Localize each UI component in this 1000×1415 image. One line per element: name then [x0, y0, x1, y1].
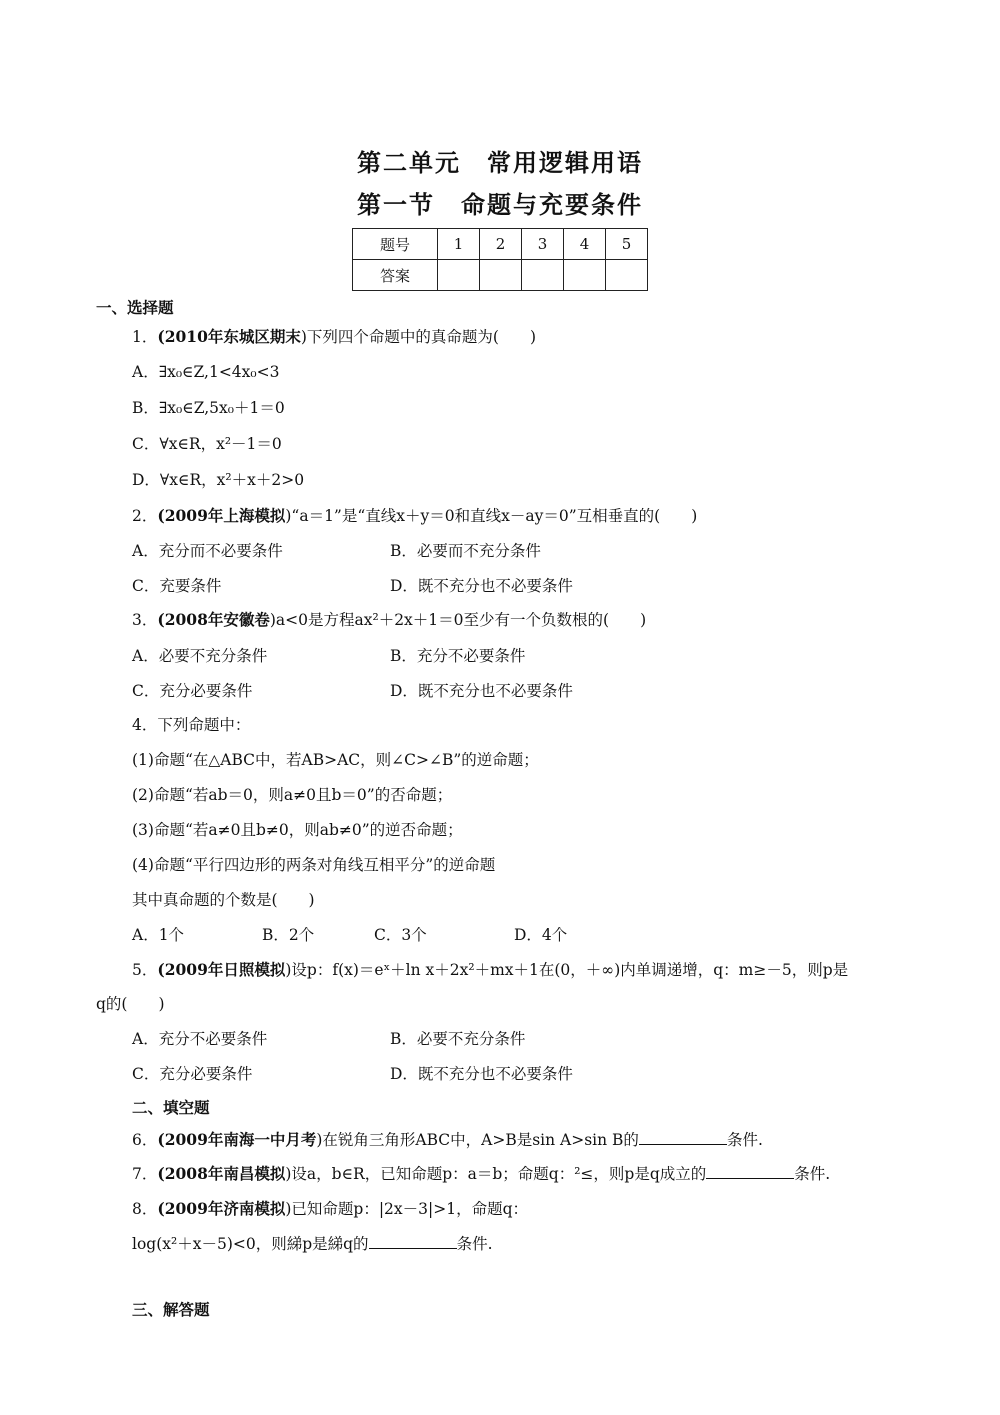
- section-heading-solve: 三、解答题: [132, 1301, 210, 1319]
- proposition-1: (1)命题“在△ABC中，若AB>AC，则∠C>∠B”的逆命题；: [132, 751, 539, 769]
- table-cell: 1: [438, 229, 480, 260]
- question-number: 1．: [132, 328, 158, 346]
- question-stem: )在锐角三角形ABC中，A>B是sin A>sin B的: [316, 1131, 639, 1149]
- question-stem: )设p：f(x)＝eˣ＋ln x＋2x²＋mx＋1在(0，＋∞)内单调递增，q：m≥－5，则p是: [285, 961, 849, 979]
- question-number: 7．: [132, 1165, 158, 1183]
- option-c: C．3个: [374, 926, 427, 944]
- question-number-label: 题号: [353, 229, 438, 260]
- answer-table: [352, 228, 648, 291]
- question-number: 6．: [132, 1131, 158, 1149]
- option-c: C．∀x∈R，x²－1＝0: [132, 435, 282, 453]
- answer-cell: [438, 260, 480, 291]
- option-d: D．既不充分也不必要条件: [390, 682, 573, 700]
- answer-cell: [606, 260, 648, 291]
- answer-label: 答案: [353, 260, 438, 291]
- question-stem: )a<0是方程ax²＋2x＋1＝0至少有一个负数根的( ): [269, 611, 647, 629]
- option-a: A．充分不必要条件: [132, 1030, 268, 1048]
- table-row: [353, 260, 648, 291]
- question-3: [132, 610, 646, 630]
- table-cell: 5: [606, 229, 648, 260]
- question-source: (2009年南海一中月考: [157, 1130, 317, 1149]
- question-stem: )下列四个命题中的真命题为( ): [300, 328, 537, 346]
- option-a: A．充分而不必要条件: [132, 542, 283, 560]
- question-tail: 条件.: [726, 1131, 763, 1149]
- option-c: C．充分必要条件: [132, 1065, 253, 1083]
- question-number: 8．: [132, 1200, 158, 1218]
- option-b: B．2个: [262, 926, 315, 944]
- question-5: [132, 960, 848, 980]
- unit-title: 第二单元 常用逻辑用语: [357, 149, 643, 177]
- question-tail: 条件.: [456, 1235, 493, 1253]
- option-b: B．必要不充分条件: [390, 1030, 526, 1048]
- option-c: C．充要条件: [132, 577, 222, 595]
- question-7: [132, 1164, 830, 1184]
- answer-cell: [522, 260, 564, 291]
- option-d: D．既不充分也不必要条件: [390, 1065, 573, 1083]
- question-source: (2009年日照模拟: [157, 960, 286, 979]
- answer-cell: [564, 260, 606, 291]
- option-b: B．充分不必要条件: [390, 647, 526, 665]
- option-d: D．既不充分也不必要条件: [390, 577, 573, 595]
- option-a: A．1个: [132, 926, 185, 944]
- option-a: A．∃x₀∈Z,1<4x₀<3: [132, 363, 280, 381]
- question-number: 3．: [132, 611, 158, 629]
- question-tail: 条件.: [794, 1165, 831, 1183]
- option-d: D．∀x∈R，x²＋x＋2>0: [132, 471, 305, 489]
- question-4: 4．下列命题中：: [132, 716, 251, 734]
- question-8-continued: [132, 1234, 493, 1254]
- question-stem: )设a，b∈R，已知命题p：a＝b；命题q：²≤，则p是q成立的: [285, 1165, 707, 1183]
- question-8: [132, 1199, 528, 1219]
- answer-blank[interactable]: [706, 1164, 794, 1179]
- answer-cell: [480, 260, 522, 291]
- question-source: (2010年东城区期末: [157, 327, 301, 346]
- question-stem: )“a＝1”是“直线x＋y＝0和直线x－ay＝0”互相垂直的( ): [285, 507, 698, 525]
- proposition-2: (2)命题“若ab＝0，则a≠0且b＝0”的否命题；: [132, 786, 453, 804]
- proposition-3: (3)命题“若a≠0且b≠0，则ab≠0”的逆否命题；: [132, 821, 463, 839]
- question-6: [132, 1130, 763, 1150]
- question-source: (2009年济南模拟: [157, 1199, 286, 1218]
- question-source: (2009年上海模拟: [157, 506, 286, 525]
- section-heading-choice: 一、选择题: [96, 299, 174, 317]
- option-b: B．必要而不充分条件: [390, 542, 541, 560]
- question-source: (2008年安徽卷: [157, 610, 270, 629]
- section-title: 第一节 命题与充要条件: [357, 191, 643, 219]
- table-cell: 3: [522, 229, 564, 260]
- question-source: (2008年南昌模拟: [157, 1164, 286, 1183]
- table-row: [353, 229, 648, 260]
- option-b: B．∃x₀∈Z,5x₀＋1＝0: [132, 399, 285, 417]
- question-5-continued: q的( ): [96, 995, 165, 1013]
- table-cell: 2: [480, 229, 522, 260]
- proposition-4: (4)命题“平行四边形的两条对角线互相平分”的逆命题: [132, 856, 496, 874]
- question-stem: log(x²＋x－5)<0，则綈p是綈q的: [132, 1235, 369, 1253]
- option-c: C．充分必要条件: [132, 682, 253, 700]
- option-d: D．4个: [514, 926, 568, 944]
- question-2: [132, 506, 697, 526]
- section-heading-fill: 二、填空题: [132, 1099, 210, 1117]
- answer-blank[interactable]: [639, 1130, 727, 1145]
- question-4-ask: 其中真命题的个数是( ): [132, 891, 315, 909]
- question-number: 2．: [132, 507, 158, 525]
- answer-blank[interactable]: [369, 1234, 457, 1249]
- question-number: 5．: [132, 961, 158, 979]
- table-cell: 4: [564, 229, 606, 260]
- question-stem: )已知命题p：|2x－3|>1，命题q：: [285, 1200, 529, 1218]
- question-1: [132, 327, 536, 347]
- option-a: A．必要不充分条件: [132, 647, 268, 665]
